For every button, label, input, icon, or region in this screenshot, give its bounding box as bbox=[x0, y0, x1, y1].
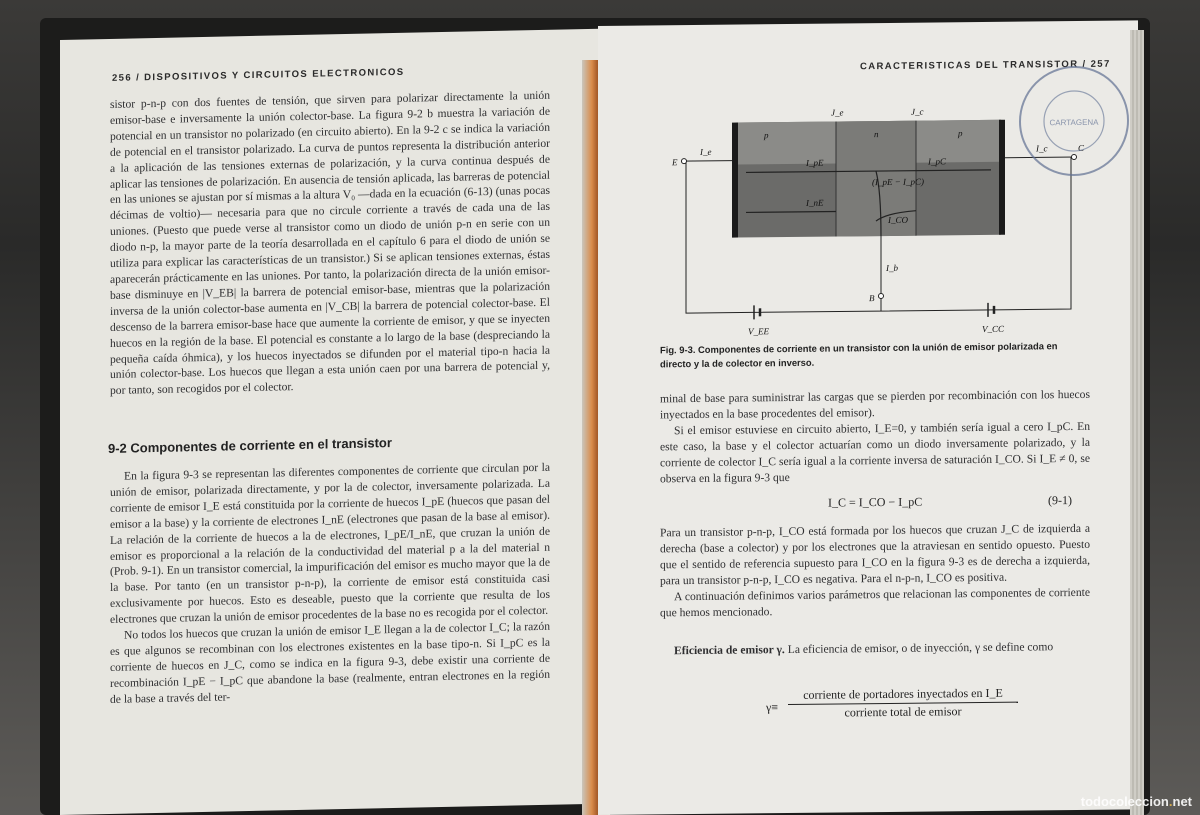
right-para-1-text: minal de base para suministrar las cargas que se pierden por recombinación con los huecos inyectados en la base procedentes del emisor). bbox=[660, 387, 1090, 422]
efficiency-line bbox=[660, 639, 1090, 659]
watermark-brand: todocoleccion bbox=[1080, 794, 1169, 809]
collector-contact bbox=[999, 120, 1005, 235]
equation-number: (9-1) bbox=[1048, 493, 1072, 508]
label-ie: I_e bbox=[700, 146, 712, 157]
label-n-mid: n bbox=[874, 129, 879, 140]
label-ico: I_CO bbox=[888, 214, 908, 225]
section-title: 9-2 Componentes de corriente en el transistor bbox=[108, 435, 392, 456]
emitter-terminal bbox=[682, 159, 687, 164]
gamma-numerator: corriente de portadores inyectados en I_E bbox=[788, 686, 1018, 705]
label-vee: V_EE bbox=[748, 326, 769, 337]
gamma-fraction bbox=[788, 686, 1018, 721]
right-page bbox=[598, 20, 1138, 815]
left-paragraph-2 bbox=[110, 460, 550, 708]
label-jc: J_c bbox=[911, 106, 924, 117]
label-ic: I_c bbox=[1036, 143, 1048, 154]
efficiency-title: Eficiencia de emisor γ. bbox=[674, 643, 785, 658]
label-p-right: p bbox=[958, 128, 963, 139]
page-edges bbox=[1130, 30, 1144, 815]
right-para-4-text: A continuación definimos varios parámetros que relacionan las componentes de corriente que hemos mencionado. bbox=[660, 585, 1090, 619]
right-para-3-text: Para un transistor p-n-p, I_CO está formada por los huecos que cruzan J_C de izquierda a derecha (base a colector) y por los electrones que la atraviesan en sentido opuesto. Puesto que el sentido de referencia supuesto para I_CO en la figura 9-3 es de derecha a izquierda, para un transistor p-n-p, I_CO es negativa. Para el n-p-n, I_CO es positiva. bbox=[660, 521, 1090, 588]
label-c: C bbox=[1078, 142, 1085, 153]
equation-9-1: I_C = I_CO − I_pC bbox=[828, 494, 923, 510]
label-e: E bbox=[672, 157, 678, 168]
label-p-left: p bbox=[764, 130, 769, 141]
efficiency-paragraph bbox=[660, 639, 1090, 659]
watermark: todocoleccion.net bbox=[1080, 794, 1192, 809]
left-paragraph-1 bbox=[110, 88, 550, 399]
library-stamp bbox=[1016, 62, 1132, 179]
watermark-suffix: net bbox=[1172, 794, 1192, 809]
label-ipc: I_pC bbox=[928, 156, 946, 167]
label-ib: I_b bbox=[886, 262, 898, 273]
emitter-contact bbox=[732, 123, 738, 238]
label-ipe: I_pE bbox=[806, 157, 824, 168]
gamma-denominator: corriente total de emisor bbox=[844, 704, 962, 720]
label-recomb: (I_pE − I_pC) bbox=[872, 176, 925, 188]
label-je: J_e bbox=[831, 107, 844, 118]
left-page bbox=[60, 29, 600, 815]
label-ine: I_nE bbox=[806, 197, 824, 208]
left-running-head: 256 / DISPOSITIVOS Y CIRCUITOS ELECTRONICOS bbox=[112, 66, 405, 84]
right-paragraph-block bbox=[660, 387, 1090, 487]
base-terminal bbox=[879, 294, 884, 299]
gamma-lhs: γ≡ bbox=[766, 700, 779, 715]
svg-text:CARTAGENA: CARTAGENA bbox=[1049, 117, 1099, 128]
efficiency-text: La eficiencia de emisor, o de inyección, γ se define como bbox=[787, 640, 1054, 657]
right-paragraph-block-2 bbox=[660, 521, 1090, 621]
figure-caption: Fig. 9-3. Componentes de corriente en un transistor con la unión de emisor polarizada en directo y la de colector en inverso. bbox=[660, 340, 1058, 370]
left-para-3-text: No todos los huecos que cruzan la unión de emisor I_E llegan a la de colector I_C; la razón es que algunos se recombinan con los electrones existentes en la base tipo-n. Si I_pC es la corriente de huecos en J_C, como se indica en la figura 9-3, debe existir una corriente de recombinación I_pE − I_pC que abandone la base (realmente, entran electrones en la región de la base a través del ter- bbox=[110, 619, 550, 706]
emitter-lead bbox=[681, 161, 732, 162]
left-para-2-text: En la figura 9-3 se representan las diferentes componentes de corriente que circulan por la unión de emisor, polarizada directamente, y por la de colector, inversamente polarizada. La corriente de emisor I_E está constituida por la corriente de huecos I_pE (huecos que pasan del emisor a la base) y la corriente de electrones I_nE (electrones que pasan de la base al emisor). La relación de la corriente de huecos a la de electrones, I_pE/I_nE, que cruzan la unión de emisor es proporcional a la relación de la conductividad del material p a la del material n (Prob. 9-1). En un transistor comercial, la impurificación del emisor es mucho mayor que la de la base. Por tanto (en un transistor p-n-p), la corriente de emisor está constituida casi exclusivamente por huecos. Esto es deseable, puesto que la corriente que resulta de los electrones que cruzan la unión de emisor procedentes de la base no es recogida por el colector. bbox=[110, 460, 550, 627]
label-b: B bbox=[869, 293, 875, 304]
right-running-head: CARACTERISTICAS DEL TRANSISTOR / 257 bbox=[860, 58, 1111, 73]
left-para-1-text: sistor p-n-p con dos fuentes de tensión, que sirven para polarizar directamente la unión emisor-base e inversamente la unión colector-base. La figura 9-2 b muestra la variación de potencial en un transistor no polarizado (en circuito abierto). En la 9-2 c se indica la variación de potencial en el transistor polarizado. La curva de puntos representa la distribución anterior a la aplicación de las tensiones externas de polarización, y la curva continua después de aplicar las tensiones de polarización. En ausencia de tensión aplicada, las barreras de potencial en las uniones se ajustan por sí mismas a la altura V₀ —dada en la ecuación (6-13) (unas pocas décimas de voltio)— necesaria para que no circule corriente a través de cada una de las uniones. (Puesto que puede verse al transistor como un diodo de unión p-n en serie con un diodo n-p, la mayor parte de la teoría desarrollada en el capítulo 6 para el diodo de unión se utiliza para explicar las características de un transistor.) Si se aplican tensiones externas, éstas aparecerán prácticamente en las uniones. Por tanto, la polarización directa de la unión emisor-base disminuye en |V_EB| la barrera de potencial emisor-base, mientras que la polarización inversa de la unión colector-base aumenta en |V_CB| la barrera de potencial colector-base. El descenso de la barrera emisor-base hace que aumente la corriente de emisor, y que se inyecten huecos en la región de la base. El potencial es constante a lo largo de la base (despreciando la pequeña caída óhmica), y los huecos inyectados se difunden por el material tipo-n hacia la unión colector-base. Los huecos que llegan a esta unión caen por una barrera de potencial y, por tanto, son recogidos por el colector. bbox=[110, 88, 550, 398]
right-para-2-text: Si el emisor estuviese en circuito abierto, I_E=0, y también sería igual a cero I_pC. En este caso, la base y el colector actuarían como un diodo inversamente polarizado, y la corriente de colector I_C sería igual a la corriente inversa de saturación I_CO. Si I_E ≠ 0, se observa en la figura 9-3 que bbox=[660, 419, 1090, 485]
label-vcc: V_CC bbox=[982, 323, 1005, 334]
